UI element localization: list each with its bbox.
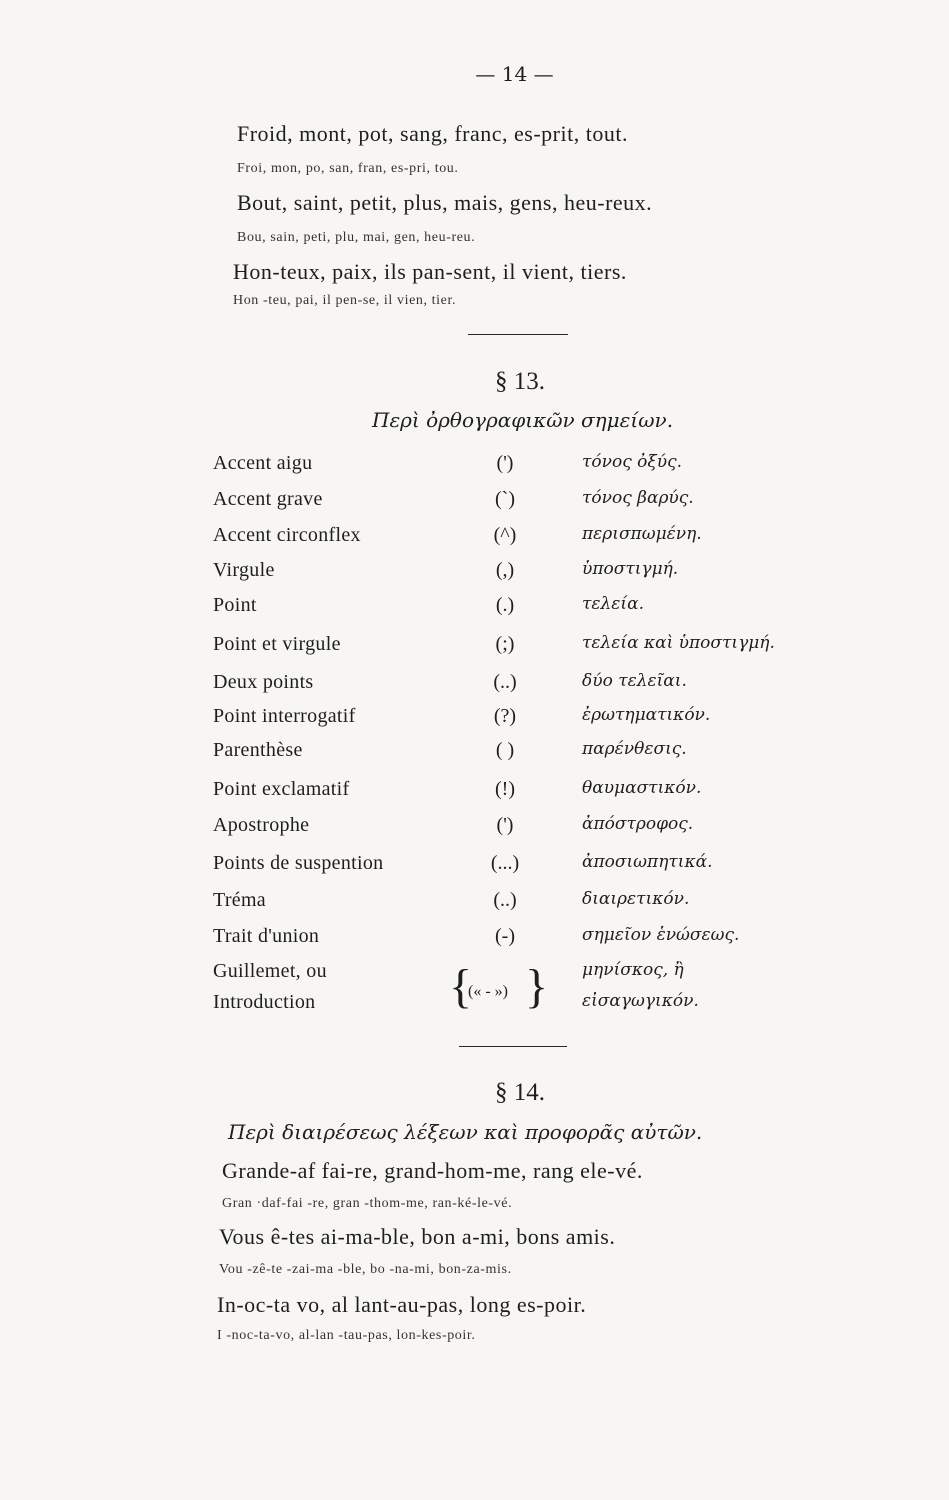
mark-greek: διαιρετικόν.: [582, 889, 690, 909]
section-13-greek-title: Περὶ ὀρθογραφικῶν σημείων.: [372, 408, 674, 432]
table-row: [0, 739, 949, 775]
mark-symbol: ( ): [495, 739, 515, 761]
french-line: Hon-teux, paix, ils pan-sent, il vient, tiers.: [233, 259, 627, 284]
pronunciation-line: Froi, mon, po, san, fran, es-pri, tou.: [237, 161, 459, 176]
french-line: Froid, mont, pot, sang, franc, es-prit, tout.: [237, 121, 628, 146]
mark-greek: δύο τελεῖαι.: [582, 671, 687, 691]
mark-symbol: (.): [495, 594, 515, 616]
mark-name: Introduction: [213, 991, 316, 1013]
table-row: [0, 852, 949, 888]
mark-greek: ἀπόστροφος.: [582, 814, 694, 834]
section-14-greek-title: Περὶ διαιρέσεως λέξεων καὶ προφορᾶς αὐτῶν.: [228, 1120, 703, 1144]
mark-name: Guillemet, ou: [213, 960, 327, 982]
mark-name: Point: [213, 594, 257, 616]
section-divider: [459, 1046, 567, 1047]
left-brace: {: [449, 960, 473, 1013]
mark-greek: ἀποσιωπητικά.: [582, 852, 713, 872]
mark-greek: τόνος ὀξύς.: [582, 452, 682, 472]
mark-greek: θαυμαστικόν.: [582, 778, 702, 798]
mark-symbol: (`): [495, 488, 515, 510]
mark-greek: εἰσαγωγικόν.: [582, 991, 699, 1011]
french-line: In-oc-ta vo, al lant-au-pas, long es-poir.: [217, 1292, 587, 1317]
mark-name: Parenthèse: [213, 739, 303, 761]
right-brace: }: [525, 960, 549, 1013]
mark-name: Accent aigu: [213, 452, 313, 474]
french-line: Bout, saint, petit, plus, mais, gens, heu-reux.: [237, 190, 653, 215]
french-line: Grande-af fai-re, grand-hom-me, rang ele-vé.: [222, 1158, 643, 1183]
pronunciation-line: Vou -zê-te -zai-ma -ble, bo -na-mi, bon-za-mis.: [219, 1262, 512, 1277]
mark-name: Accent circonflex: [213, 524, 361, 546]
mark-greek: ὑποστιγμή.: [582, 559, 679, 579]
mark-symbol: (?): [493, 705, 517, 727]
mark-greek: περισπωμένη.: [582, 524, 702, 544]
section-divider: [468, 334, 568, 335]
mark-greek: ἐρωτηματικόν.: [582, 705, 711, 725]
table-row: [0, 594, 949, 630]
mark-name: Apostrophe: [213, 814, 310, 836]
table-row: [0, 814, 949, 850]
mark-name: Tréma: [213, 889, 266, 911]
pronunciation-line: Hon -teu, pai, il pen-se, il vien, tier.: [233, 293, 457, 308]
mark-symbol: (..): [493, 889, 517, 911]
table-row: [0, 524, 949, 560]
mark-greek: μηνίσκος, ἢ: [582, 960, 684, 980]
table-row: [0, 778, 949, 814]
mark-symbol: ('): [496, 452, 514, 474]
mark-symbol: (..): [493, 671, 517, 693]
pronunciation-line: I -noc-ta-vo, al-lan -tau-pas, lon-kes-poir.: [217, 1328, 476, 1343]
mark-name: Accent grave: [213, 488, 323, 510]
pronunciation-line: Gran ·daf-fai -re, gran -thom-me, ran-ké-le-vé.: [222, 1196, 513, 1211]
mark-symbol: (,): [495, 559, 515, 581]
guillemet-symbol: (« - »): [468, 983, 508, 1000]
table-row: [0, 452, 949, 488]
mark-name: Trait d'union: [213, 925, 320, 947]
mark-name: Deux points: [213, 671, 314, 693]
mark-symbol: (!): [495, 778, 515, 800]
mark-name: Virgule: [213, 559, 275, 581]
french-line: Vous ê-tes ai-ma-ble, bon a-mi, bons amis.: [219, 1224, 616, 1249]
table-row: [0, 889, 949, 925]
table-row: [0, 671, 949, 707]
mark-symbol: (-): [495, 925, 515, 947]
page-number: — 14 —: [475, 62, 554, 86]
mark-greek: τόνος βαρύς.: [582, 488, 694, 508]
table-row: [0, 559, 949, 595]
table-row: [0, 705, 949, 741]
mark-name: Points de suspention: [213, 852, 384, 874]
table-row: [0, 633, 949, 669]
mark-name: Point et virgule: [213, 633, 341, 655]
mark-greek: τελεία καὶ ὑποστιγμή.: [582, 633, 775, 653]
section-14-heading: § 14.: [495, 1079, 545, 1106]
table-row: [0, 925, 949, 961]
mark-symbol: (...): [490, 852, 520, 874]
mark-name: Point interrogatif: [213, 705, 356, 727]
mark-greek: παρένθεσις.: [582, 739, 687, 759]
section-13-heading: § 13.: [495, 368, 545, 395]
mark-greek: σημεῖον ἑνώσεως.: [582, 925, 740, 945]
mark-name: Point exclamatif: [213, 778, 350, 800]
mark-symbol: (^): [493, 524, 517, 546]
mark-greek: τελεία.: [582, 594, 644, 614]
pronunciation-line: Bou, sain, peti, plu, mai, gen, heu-reu.: [237, 230, 476, 245]
mark-symbol: ('): [496, 814, 514, 836]
table-row: [0, 488, 949, 524]
mark-symbol: (;): [495, 633, 515, 655]
